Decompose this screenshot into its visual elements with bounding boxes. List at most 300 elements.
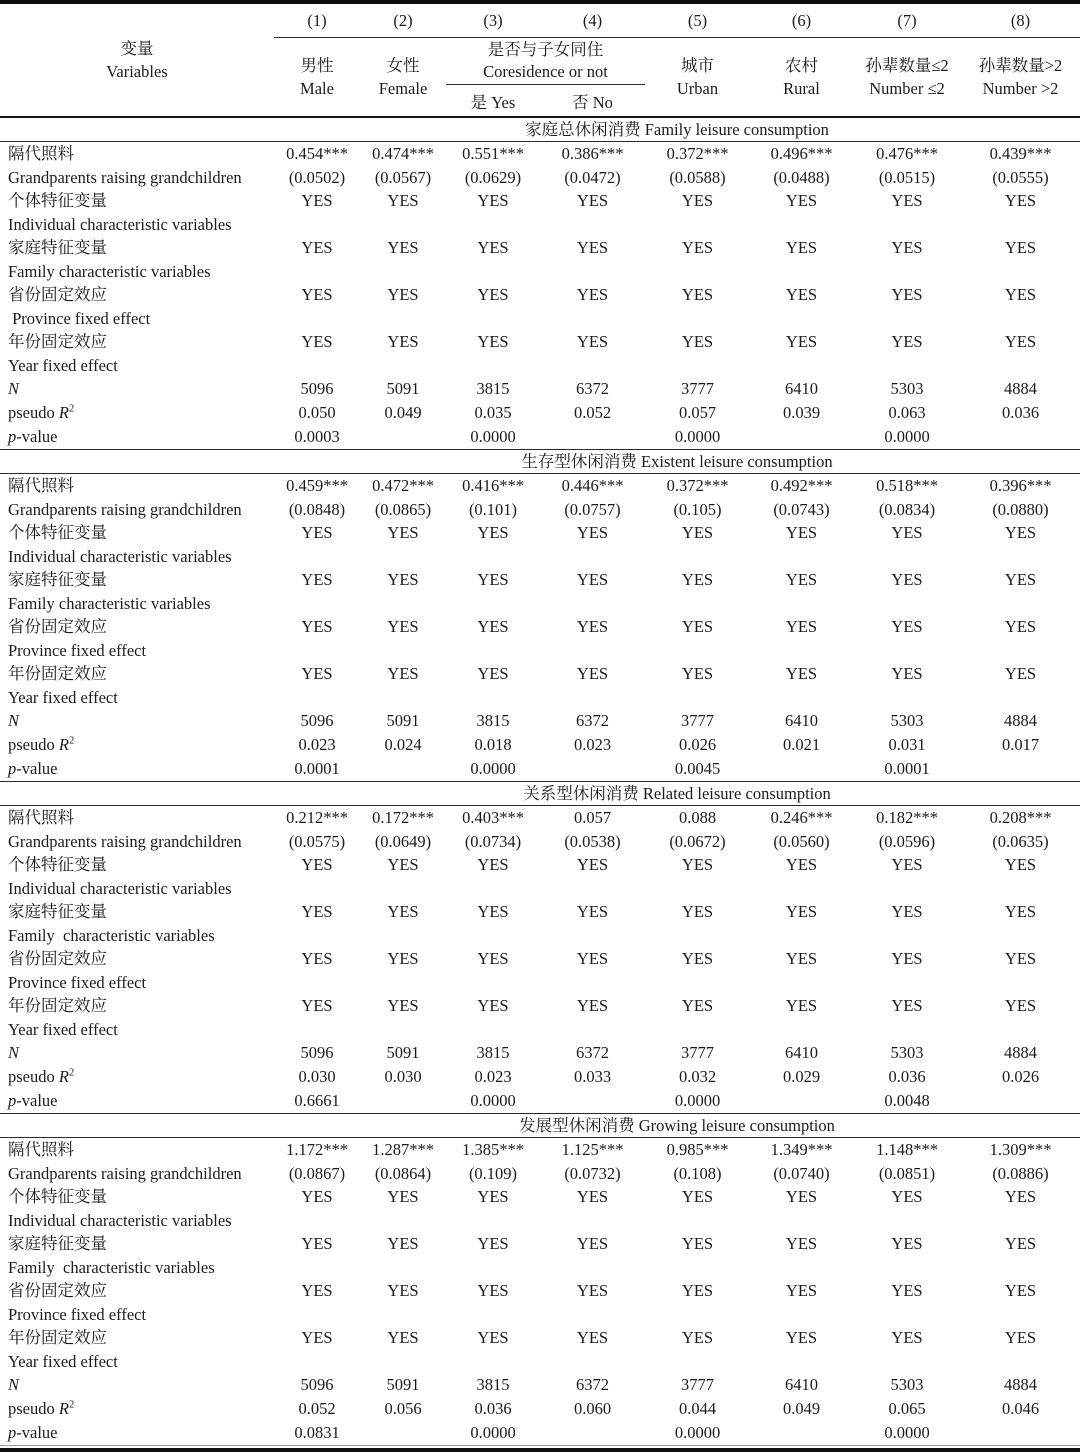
row-label-zh: 家庭特征变量 — [8, 1234, 107, 1253]
control-cell — [446, 900, 540, 947]
control-value: YES — [301, 664, 333, 683]
coef-value: 0.246*** — [770, 808, 833, 827]
coef-row — [0, 806, 1080, 854]
control-cell — [853, 1326, 961, 1373]
row-label-pseudo-r2 — [0, 1397, 274, 1421]
empty-line — [645, 260, 750, 284]
p-value — [540, 1089, 645, 1114]
control-value: YES — [681, 285, 714, 304]
row-label-en: Year fixed effect — [8, 687, 118, 707]
se-value: (0.109) — [468, 1163, 518, 1183]
se-value: (0.0472) — [564, 167, 621, 187]
control-value: YES — [891, 617, 923, 636]
coef-value: 0.454*** — [286, 144, 348, 163]
pseudo-r2-value: 0.033 — [573, 1067, 612, 1086]
pseudo-r2-row — [0, 733, 1080, 757]
p-label-italic: p — [8, 1423, 17, 1442]
se-value: (0.101) — [468, 499, 518, 519]
control-value: YES — [1004, 664, 1037, 683]
control-value: YES — [1004, 617, 1037, 636]
control-cell — [853, 1185, 961, 1232]
panel-title-row — [0, 1114, 1080, 1138]
control-value: YES — [785, 664, 818, 683]
p-value: 0.0831 — [274, 1421, 360, 1446]
p-value — [750, 1421, 853, 1446]
group-header-urban — [645, 38, 750, 118]
empty-line — [853, 1256, 961, 1280]
control-value: YES — [1004, 238, 1037, 257]
group-header-number-gt2 — [961, 38, 1080, 118]
empty-line — [750, 686, 853, 710]
control-value: YES — [785, 238, 818, 257]
control-cell — [446, 189, 540, 236]
row-label-control — [0, 189, 274, 236]
pseudo-r2-value: 0.031 — [888, 735, 926, 754]
control-cell — [750, 330, 853, 377]
pseudo-r2-value: 0.023 — [474, 1067, 512, 1086]
column-number: (5) — [645, 4, 750, 38]
empty-line — [750, 545, 853, 569]
coef-value: 0.476*** — [876, 144, 938, 163]
control-value: YES — [387, 949, 419, 968]
control-cell — [750, 994, 853, 1041]
empty-line — [360, 686, 446, 710]
row-label-pseudo-r2 — [0, 733, 274, 757]
row-label-control — [0, 994, 274, 1041]
row-label-en: Individual characteristic variables — [8, 1210, 232, 1230]
row-label-zh: 年份固定效应 — [8, 1328, 107, 1347]
control-cell — [853, 521, 961, 568]
control-value: YES — [891, 191, 923, 210]
control-value: YES — [576, 332, 609, 351]
empty-line — [961, 1350, 1080, 1374]
p-value — [540, 425, 645, 450]
coef-value: 0.474*** — [372, 144, 434, 163]
control-value: YES — [387, 1281, 419, 1300]
row-label-control — [0, 283, 274, 330]
control-row — [0, 1185, 1080, 1232]
control-value: YES — [576, 949, 609, 968]
control-value: YES — [387, 1187, 419, 1206]
p-value: 0.0000 — [645, 1421, 750, 1446]
column-number: (7) — [853, 4, 961, 38]
n-value: 3777 — [681, 711, 714, 730]
panel-title-row — [0, 450, 1080, 474]
coef-value: 0.472*** — [372, 476, 434, 495]
control-cell — [961, 853, 1080, 900]
n-value: 4884 — [1004, 711, 1037, 730]
column-number: (1) — [274, 4, 360, 38]
coef-value: 1.125*** — [561, 1140, 624, 1159]
row-label-n — [0, 709, 274, 733]
control-value: YES — [387, 191, 419, 210]
control-cell — [360, 1326, 446, 1373]
control-cell — [274, 330, 360, 377]
control-value: YES — [477, 1328, 509, 1347]
control-cell — [446, 947, 540, 994]
p-value — [360, 757, 446, 782]
row-label-en: Province fixed effect — [8, 972, 147, 992]
group-header-number-le2 — [853, 38, 961, 118]
control-row — [0, 1279, 1080, 1326]
row-label-control — [0, 330, 274, 377]
coef-cell — [961, 806, 1080, 854]
pseudo-r2-value: 0.046 — [1001, 1399, 1040, 1418]
control-value: YES — [387, 285, 419, 304]
empty-line — [446, 639, 540, 663]
coef-cell — [360, 1138, 446, 1186]
coef-cell — [853, 1138, 961, 1186]
row-label-zh: 年份固定效应 — [8, 996, 107, 1015]
control-value: YES — [387, 855, 419, 874]
n-value: 5303 — [890, 711, 924, 730]
row-label-control — [0, 1279, 274, 1326]
se-value: (0.0743) — [773, 499, 830, 519]
se-value: (0.0515) — [878, 167, 936, 187]
control-cell — [540, 1279, 645, 1326]
row-label-en: Province fixed effect — [8, 1304, 147, 1324]
p-value: 0.0000 — [446, 1421, 540, 1446]
empty-line — [540, 1209, 645, 1233]
pseudo-label-pre: pseudo — [8, 403, 59, 422]
row-label-en: Province fixed effect — [8, 308, 151, 328]
control-value: YES — [301, 191, 333, 210]
empty-line — [274, 924, 360, 948]
control-value: YES — [891, 996, 923, 1015]
control-value: YES — [477, 1281, 509, 1300]
empty-line — [360, 592, 446, 616]
pseudo-r2-row — [0, 1065, 1080, 1089]
row-label-en: Family characteristic variables — [8, 261, 211, 281]
regression-table — [0, 4, 1080, 1446]
p-value: 0.0001 — [294, 759, 340, 778]
control-cell — [360, 189, 446, 236]
empty-line — [446, 1303, 540, 1327]
se-value: (0.0880) — [992, 499, 1049, 519]
p-value-row — [0, 757, 1080, 782]
row-label-pseudo-r2 — [0, 1065, 274, 1089]
control-cell — [540, 900, 645, 947]
control-cell — [750, 568, 853, 615]
row-label-zh: 家庭特征变量 — [8, 570, 107, 589]
se-value: (0.0567) — [374, 167, 432, 187]
empty-line — [540, 639, 645, 663]
control-value: YES — [891, 949, 923, 968]
control-cell — [853, 900, 961, 947]
control-cell — [853, 330, 961, 377]
control-value: YES — [785, 570, 818, 589]
control-value: YES — [1004, 523, 1037, 542]
control-row — [0, 568, 1080, 615]
control-cell — [446, 1326, 540, 1373]
p-value: 0.0003 — [294, 427, 340, 446]
control-cell — [961, 615, 1080, 662]
n-label: N — [8, 1043, 20, 1062]
control-value: YES — [301, 523, 333, 542]
row-label-zh: 年份固定效应 — [8, 332, 107, 351]
control-value: YES — [301, 1187, 333, 1206]
n-value: 4884 — [1004, 1043, 1037, 1062]
control-value: YES — [477, 332, 509, 351]
empty-line — [961, 545, 1080, 569]
control-value: YES — [891, 523, 923, 542]
control-value: YES — [387, 617, 419, 636]
coef-cell — [540, 1138, 645, 1186]
control-value: YES — [891, 285, 923, 304]
group-label-en: Coresidence or not — [483, 62, 608, 81]
column-number: (3) — [446, 4, 540, 38]
empty-line — [446, 354, 540, 378]
control-cell — [750, 900, 853, 947]
empty-line — [853, 1303, 961, 1327]
control-cell — [645, 853, 750, 900]
control-value: YES — [477, 996, 509, 1015]
empty-line — [961, 260, 1080, 284]
empty-line — [961, 971, 1080, 995]
empty-line — [645, 213, 750, 237]
control-cell — [645, 1326, 750, 1373]
panel-title-row — [0, 117, 1080, 142]
coef-cell — [540, 474, 645, 522]
empty-line — [274, 971, 360, 995]
row-label-en: Individual characteristic variables — [8, 878, 232, 898]
n-value: 6372 — [576, 1375, 609, 1394]
pseudo-r2-value: 0.065 — [888, 1399, 926, 1418]
empty-line — [360, 545, 446, 569]
pseudo-r2-value: 0.032 — [678, 1067, 717, 1086]
p-value: 0.0000 — [470, 759, 516, 778]
control-value: YES — [785, 617, 818, 636]
empty-line — [853, 924, 961, 948]
coef-value: 0.057 — [573, 808, 612, 827]
control-value: YES — [576, 1234, 609, 1253]
control-cell — [750, 283, 853, 330]
control-cell — [540, 994, 645, 1041]
control-cell — [645, 568, 750, 615]
header-row-numbers — [0, 4, 1080, 38]
control-cell — [446, 615, 540, 662]
variables-label-en: Variables — [106, 62, 168, 81]
empty-line — [360, 971, 446, 995]
coef-cell — [961, 1138, 1080, 1186]
control-value: YES — [576, 1187, 609, 1206]
control-value: YES — [891, 1328, 923, 1347]
coef-cell — [961, 142, 1080, 190]
empty-line — [853, 213, 961, 237]
control-cell — [961, 1326, 1080, 1373]
empty-line — [645, 686, 750, 710]
panel-title-gap — [0, 1114, 274, 1138]
n-label: N — [8, 1375, 20, 1394]
control-value: YES — [891, 664, 923, 683]
pseudo-r2-value: 0.060 — [573, 1399, 612, 1418]
empty-line — [853, 686, 961, 710]
empty-line — [645, 592, 750, 616]
empty-line — [274, 686, 360, 710]
se-value: (0.0560) — [773, 831, 830, 851]
coef-cell — [360, 474, 446, 522]
control-value: YES — [576, 855, 609, 874]
n-value: 3815 — [476, 1043, 510, 1062]
row-label-coef — [0, 142, 274, 190]
coef-cell — [540, 806, 645, 854]
group-label-zh: 男性 — [300, 56, 334, 75]
p-value: 0.0000 — [674, 427, 721, 446]
row-label-p-value — [0, 1421, 274, 1446]
control-cell — [961, 283, 1080, 330]
pseudo-r2-value: 0.050 — [298, 403, 336, 422]
control-value: YES — [1004, 949, 1037, 968]
n-value: 5096 — [300, 1375, 334, 1394]
control-value: YES — [681, 238, 714, 257]
row-label-en: Family characteristic variables — [8, 593, 211, 613]
control-cell — [750, 1185, 853, 1232]
empty-line — [961, 639, 1080, 663]
control-value: YES — [301, 949, 333, 968]
coef-cell — [274, 474, 360, 522]
panel-title-gap — [0, 450, 274, 474]
se-value: (0.0848) — [288, 499, 346, 519]
control-value: YES — [301, 238, 333, 257]
control-value: YES — [1004, 1328, 1037, 1347]
empty-line — [360, 213, 446, 237]
pseudo-r2-value: 0.030 — [298, 1067, 336, 1086]
control-value: YES — [301, 1328, 333, 1347]
control-value: YES — [891, 1234, 923, 1253]
n-row — [0, 377, 1080, 401]
empty-line — [540, 213, 645, 237]
row-label-zh: 隔代照料 — [8, 476, 74, 495]
p-value: 0.0000 — [470, 427, 516, 446]
p-value: 0.0001 — [884, 759, 930, 778]
control-cell — [961, 568, 1080, 615]
coef-value: 0.446*** — [561, 476, 624, 495]
row-label-p-value — [0, 757, 274, 782]
p-label-rest: -value — [16, 759, 58, 778]
empty-line — [274, 307, 360, 331]
n-value: 5091 — [386, 1043, 420, 1062]
se-value: (0.0886) — [992, 1163, 1049, 1183]
se-value: (0.0649) — [374, 831, 432, 851]
coef-cell — [274, 142, 360, 190]
pseudo-label-pre: pseudo — [8, 735, 59, 754]
control-value: YES — [1004, 570, 1037, 589]
empty-line — [961, 877, 1080, 901]
row-label-control — [0, 947, 274, 994]
control-value: YES — [1004, 191, 1037, 210]
se-value: (0.0596) — [878, 831, 936, 851]
control-value: YES — [301, 1234, 333, 1253]
variables-label-zh: 变量 — [120, 39, 154, 58]
control-value: YES — [785, 1234, 818, 1253]
control-cell — [274, 947, 360, 994]
n-value: 6410 — [785, 711, 818, 730]
control-cell — [360, 330, 446, 377]
empty-line — [645, 924, 750, 948]
se-value: (0.0851) — [878, 1163, 936, 1183]
se-value: (0.0734) — [464, 831, 522, 851]
control-row — [0, 662, 1080, 709]
empty-line — [750, 1018, 853, 1042]
empty-line — [274, 1350, 360, 1374]
control-cell — [645, 283, 750, 330]
coef-value: 0.492*** — [770, 476, 833, 495]
control-cell — [853, 568, 961, 615]
coef-cell — [540, 142, 645, 190]
n-value: 6410 — [785, 379, 818, 398]
control-row — [0, 1232, 1080, 1279]
panel-title-row — [0, 782, 1080, 806]
pseudo-r2-value: 0.036 — [1001, 403, 1040, 422]
control-value: YES — [681, 523, 714, 542]
n-value: 3815 — [476, 1375, 510, 1394]
empty-line — [274, 545, 360, 569]
control-cell — [645, 994, 750, 1041]
n-value: 6372 — [576, 1043, 609, 1062]
control-cell — [540, 568, 645, 615]
control-row — [0, 947, 1080, 994]
empty-line — [540, 971, 645, 995]
empty-line — [446, 545, 540, 569]
row-label-zh: 省份固定效应 — [8, 1281, 107, 1300]
row-label-n — [0, 377, 274, 401]
pseudo-r2-value: 0.023 — [298, 735, 336, 754]
control-value: YES — [681, 996, 714, 1015]
coef-cell — [360, 142, 446, 190]
coef-row — [0, 1138, 1080, 1186]
p-label-rest: -value — [16, 1091, 58, 1110]
control-cell — [360, 1232, 446, 1279]
p-value — [360, 1089, 446, 1114]
empty-line — [853, 639, 961, 663]
control-value: YES — [301, 855, 333, 874]
control-cell — [360, 1185, 446, 1232]
control-value: YES — [681, 1234, 714, 1253]
coef-value: 0.416*** — [462, 476, 524, 495]
control-cell — [274, 568, 360, 615]
coef-row — [0, 142, 1080, 190]
control-cell — [750, 615, 853, 662]
control-cell — [853, 853, 961, 900]
control-cell — [645, 1185, 750, 1232]
pseudo-r2-value: 0.017 — [1001, 735, 1040, 754]
group-label-zh: 孙辈数量≤2 — [865, 56, 949, 75]
group-label-zh: 孙辈数量>2 — [978, 56, 1063, 75]
coef-value: 0.212*** — [286, 808, 348, 827]
control-cell — [853, 189, 961, 236]
empty-line — [961, 1018, 1080, 1042]
n-value: 6372 — [576, 379, 609, 398]
n-value: 4884 — [1004, 379, 1037, 398]
n-row — [0, 709, 1080, 733]
n-value: 3777 — [681, 379, 714, 398]
n-value: 4884 — [1004, 1375, 1037, 1394]
row-label-zh: 个体特征变量 — [8, 855, 107, 874]
coef-cell — [853, 474, 961, 522]
se-value: (0.0555) — [992, 167, 1049, 187]
empty-line — [540, 260, 645, 284]
control-cell — [961, 1232, 1080, 1279]
pseudo-label-r: R — [58, 1067, 69, 1086]
control-value: YES — [301, 1281, 333, 1300]
row-label-n — [0, 1373, 274, 1397]
row-label-en: Grandparents raising grandchildren — [8, 499, 242, 519]
control-cell — [360, 236, 446, 283]
control-cell — [540, 521, 645, 568]
row-label-en: Family characteristic variables — [8, 925, 215, 945]
row-label-zh: 隔代照料 — [8, 808, 74, 827]
control-value: YES — [387, 332, 419, 351]
